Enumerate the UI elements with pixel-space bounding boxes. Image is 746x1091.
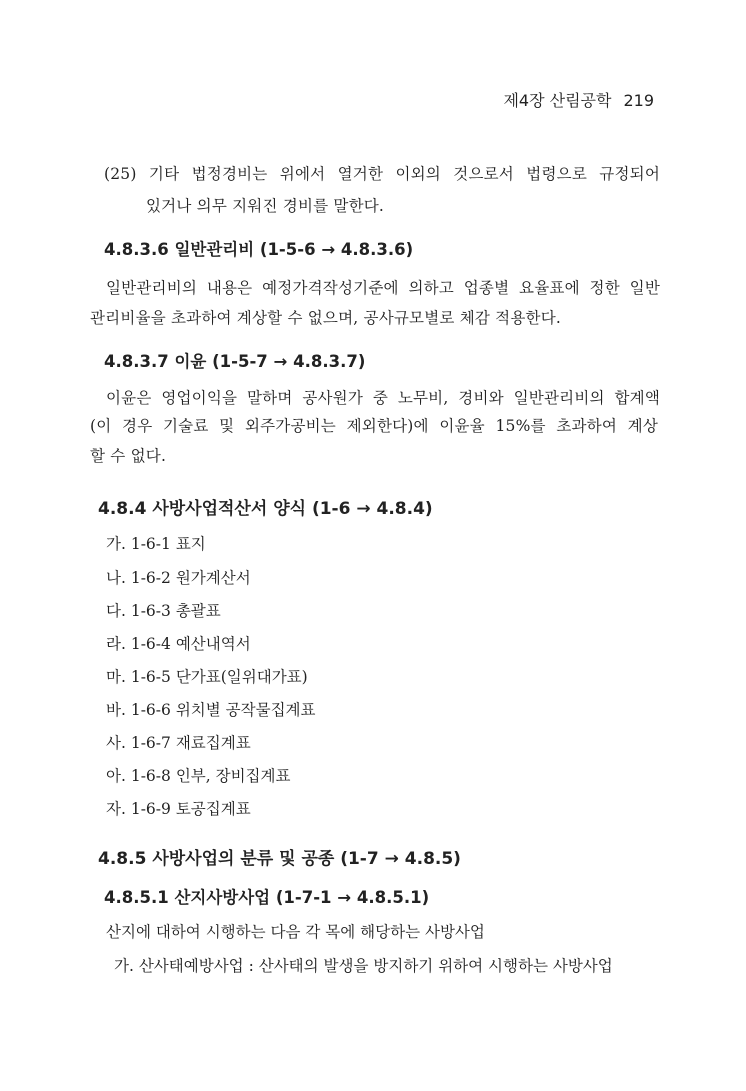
para-4-8-3-6-line2: 관리비율을 초과하여 계상할 수 없으며, 공사규모별로 체감 적용한다. bbox=[90, 309, 561, 327]
list-item: 나. 1-6-2 원가계산서 bbox=[106, 569, 251, 587]
chapter-title: 제4장 산림공학 bbox=[503, 91, 612, 110]
list-item: 바. 1-6-6 위치별 공작물집계표 bbox=[106, 701, 316, 719]
para-4-8-3-7-line1: 이윤은 영업이익을 말하며 공사원가 중 노무비, 경비와 일반관리비의 합계액 bbox=[106, 389, 660, 407]
heading-4-8-5: 4.8.5 사방사업의 분류 및 공종 (1-7 → 4.8.5) bbox=[98, 849, 461, 869]
list-item: 라. 1-6-4 예산내역서 bbox=[106, 635, 251, 653]
list-item: 가. 1-6-1 표지 bbox=[106, 535, 206, 553]
para-4-8-5-1-line2: 가. 산사태예방사업 : 산사태의 발생을 방지하기 위하여 시행하는 사방사업 bbox=[114, 957, 613, 975]
page-number: 219 bbox=[623, 91, 654, 110]
para-4-8-3-7-line3: 할 수 없다. bbox=[90, 447, 167, 465]
heading-4-8-4: 4.8.4 사방사업적산서 양식 (1-6 → 4.8.4) bbox=[98, 499, 433, 519]
list-item: 다. 1-6-3 총괄표 bbox=[106, 602, 221, 620]
para-4-8-5-1-line1: 산지에 대하여 시행하는 다음 각 목에 해당하는 사방사업 bbox=[106, 923, 485, 941]
list-item: 사. 1-6-7 재료집계표 bbox=[106, 734, 251, 752]
para-4-8-3-6-line1: 일반관리비의 내용은 예정가격작성기준에 의하고 업종별 요율표에 정한 일반 bbox=[106, 279, 660, 297]
heading-4-8-3-7: 4.8.3.7 이윤 (1-5-7 → 4.8.3.7) bbox=[104, 352, 366, 371]
item-25-line1: (25) 기타 법정경비는 위에서 열거한 이외의 것으로서 법령으로 규정되어 bbox=[104, 165, 660, 183]
running-header bbox=[503, 88, 654, 111]
item-25-line2: 있거나 의무 지워진 경비를 말한다. bbox=[146, 197, 385, 215]
list-item: 자. 1-6-9 토공집계표 bbox=[106, 800, 251, 818]
heading-4-8-3-6: 4.8.3.6 일반관리비 (1-5-6 → 4.8.3.6) bbox=[104, 240, 414, 259]
heading-4-8-5-1: 4.8.5.1 산지사방사업 (1-7-1 → 4.8.5.1) bbox=[104, 888, 430, 907]
list-item: 아. 1-6-8 인부, 장비집계표 bbox=[106, 767, 291, 785]
para-4-8-3-7-line2: (이 경우 기술료 및 외주가공비는 제외한다)에 이윤율 15%를 초과하여 계상 bbox=[90, 417, 658, 435]
list-item: 마. 1-6-5 단가표(일위대가표) bbox=[106, 668, 308, 686]
